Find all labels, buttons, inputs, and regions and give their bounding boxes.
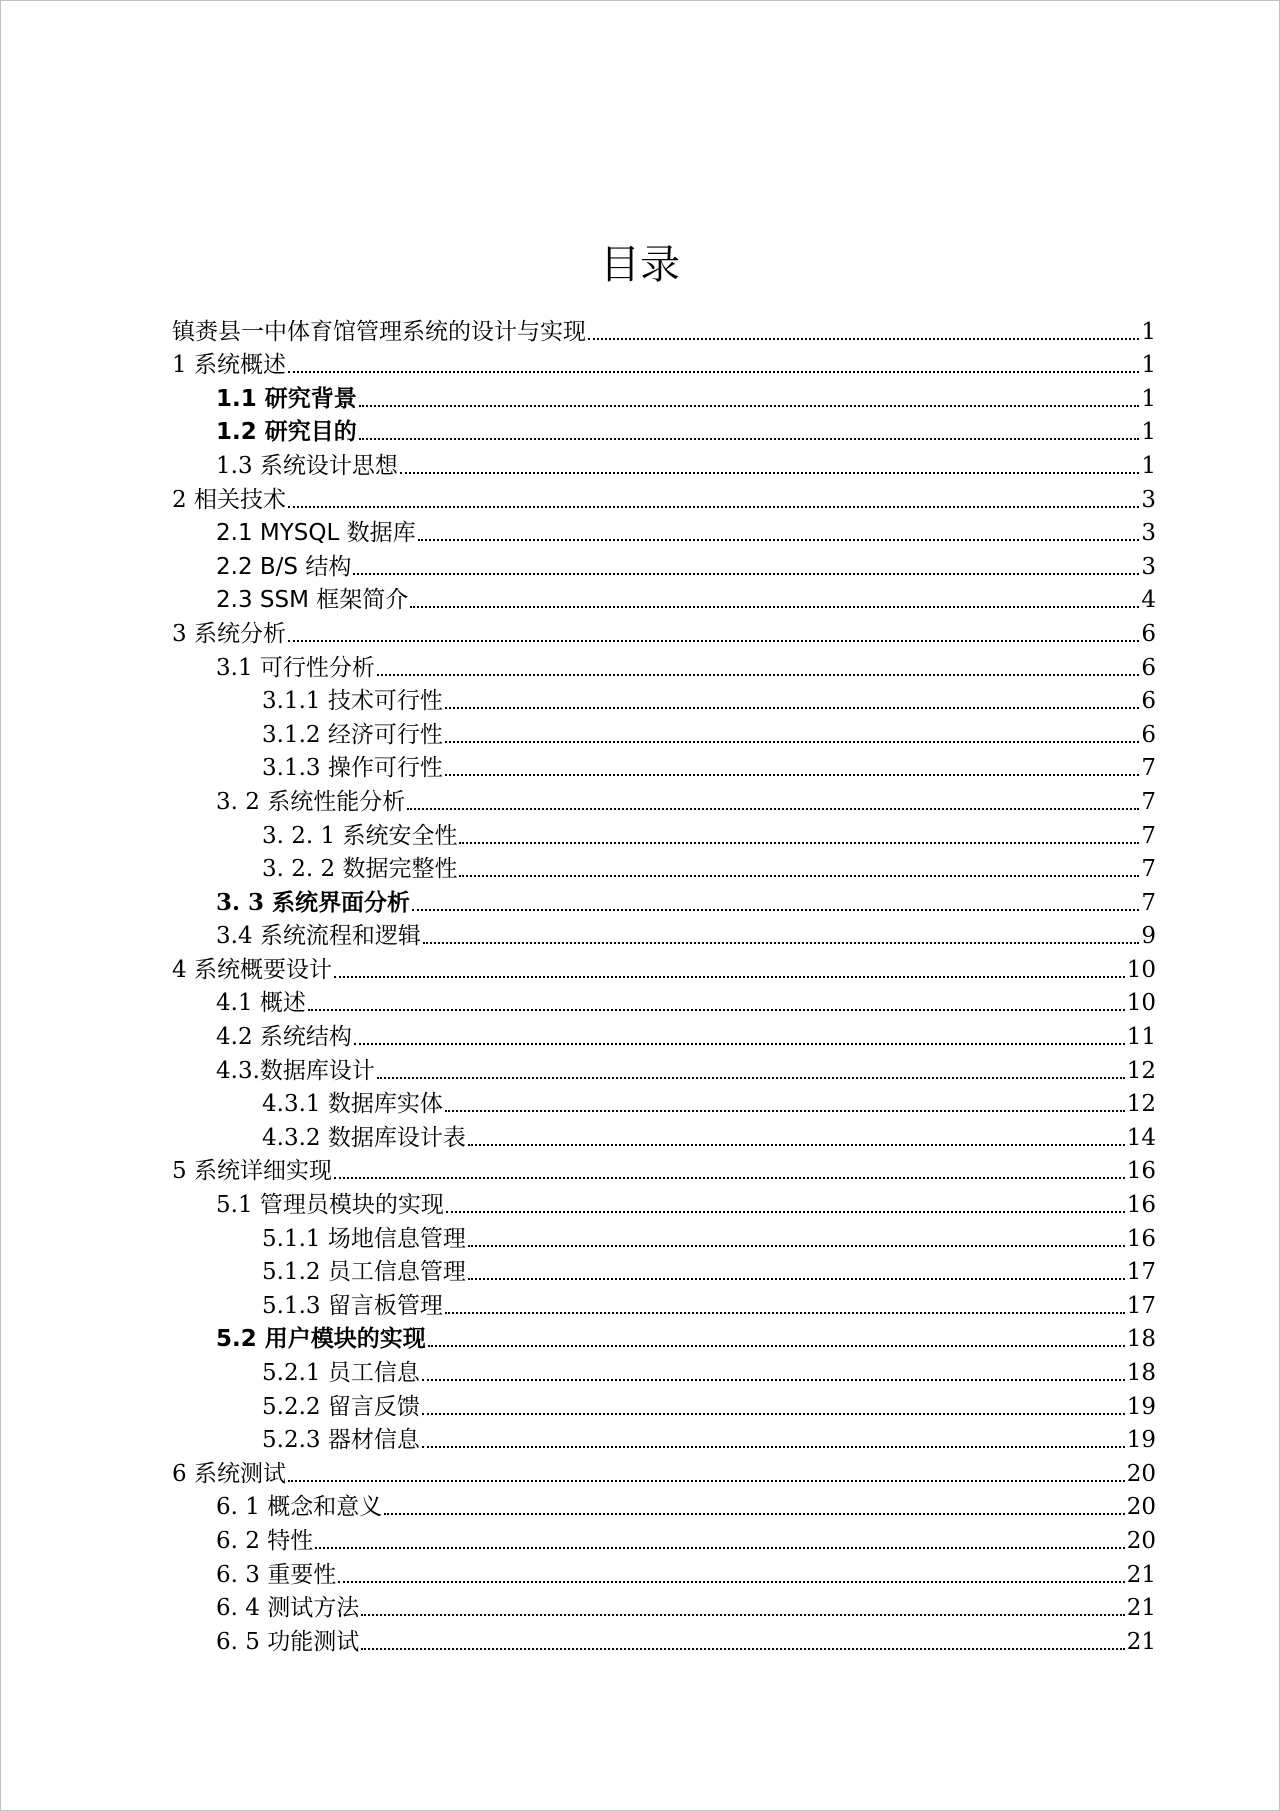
toc-entry-title: 5.2.2 留言反馈: [262, 1393, 420, 1420]
toc-entry[interactable]: [172, 851, 1156, 885]
dot-leader: [334, 976, 1125, 978]
toc-entry-page-number: 17: [1126, 1259, 1156, 1286]
toc-entry[interactable]: [172, 1422, 1156, 1456]
dot-leader: [418, 539, 1140, 541]
toc-entry-page-number: 1: [1141, 385, 1156, 412]
toc-entry-title: 6. 4 测试方法: [216, 1595, 360, 1622]
toc-entry-page-number: 3: [1141, 520, 1156, 547]
toc-entry-title: 4.3.1 数据库实体: [262, 1091, 443, 1118]
toc-entry-title: 4.3.2 数据库设计表: [262, 1124, 466, 1151]
toc-entry-page-number: 7: [1141, 856, 1156, 883]
toc-entry[interactable]: [172, 1018, 1156, 1052]
toc-entry[interactable]: [172, 716, 1156, 750]
dot-leader: [338, 1581, 1125, 1583]
toc-entry-title: 4.1 概述: [216, 990, 306, 1017]
toc-entry[interactable]: [172, 1186, 1156, 1220]
toc-entry-page-number: 18: [1126, 1326, 1156, 1353]
dot-leader: [412, 909, 1139, 911]
toc-entry-title: 3. 3 系统界面分析: [216, 888, 411, 916]
toc-entry-title: 2 相关技术: [172, 486, 286, 513]
toc-entry-title: 5.1 管理员模块的实现: [216, 1192, 444, 1219]
dot-leader: [468, 1144, 1125, 1146]
dot-leader: [445, 774, 1140, 776]
dot-leader: [445, 1312, 1125, 1314]
toc-entry[interactable]: [172, 1489, 1156, 1523]
toc-entry[interactable]: [172, 515, 1156, 549]
toc-entry[interactable]: [172, 750, 1156, 784]
toc-entry-page-number: 14: [1126, 1124, 1156, 1151]
toc-entry-title: 2.3 SSM 框架简介: [216, 587, 409, 614]
toc-entry-page-number: 12: [1126, 1091, 1156, 1118]
toc-entry-page-number: 16: [1126, 1192, 1156, 1219]
toc-entry-page-number: 11: [1126, 1024, 1156, 1051]
toc-entry-title: 3. 2. 2 数据完整性: [262, 856, 458, 883]
toc-entry-title: 6. 2 特性: [216, 1527, 314, 1554]
dot-leader: [308, 1009, 1125, 1011]
toc-entry-title: 镇赉县一中体育馆管理系统的设计与实现: [172, 318, 586, 345]
toc-entry[interactable]: [172, 1321, 1156, 1355]
toc-entry[interactable]: [172, 481, 1156, 515]
toc-entry[interactable]: [172, 380, 1156, 414]
dot-leader: [377, 674, 1139, 676]
dot-leader: [468, 1245, 1125, 1247]
dot-leader: [359, 438, 1140, 440]
toc-entry[interactable]: [172, 582, 1156, 616]
toc-entry-page-number: 1: [1141, 352, 1156, 379]
dot-leader: [377, 1077, 1125, 1079]
toc-entry[interactable]: [172, 1119, 1156, 1153]
toc-entry-page-number: 4: [1141, 587, 1156, 614]
toc-entry-title: 4.2 系统结构: [216, 1024, 352, 1051]
toc-entry[interactable]: [172, 985, 1156, 1019]
toc-entry-page-number: 1: [1141, 318, 1156, 345]
dot-leader: [422, 1446, 1125, 1448]
toc-entry[interactable]: [172, 347, 1156, 381]
toc-entry-title: 3 系统分析: [172, 620, 286, 647]
dot-leader: [334, 1177, 1125, 1179]
dot-leader: [422, 1413, 1125, 1415]
toc-entry-title: 5.2 用户模块的实现: [216, 1326, 426, 1353]
toc-entry[interactable]: [172, 1556, 1156, 1590]
toc-entry-page-number: 16: [1126, 1158, 1156, 1185]
toc-entry-title: 6. 1 概念和意义: [216, 1494, 383, 1521]
dot-leader: [445, 1110, 1125, 1112]
toc-entry-title: 5.2.1 员工信息: [262, 1360, 420, 1386]
toc-entry-page-number: 21: [1126, 1628, 1156, 1655]
toc-entry-title: 1.2 研究目的: [216, 419, 357, 446]
toc-entry[interactable]: [172, 548, 1156, 582]
toc-entry-title: 3.1.1 技术可行性: [262, 688, 443, 715]
dot-leader: [288, 640, 1139, 642]
toc-entry[interactable]: [172, 1086, 1156, 1120]
toc-entry[interactable]: [172, 1388, 1156, 1422]
dot-leader: [445, 741, 1140, 743]
toc-entry[interactable]: [172, 918, 1156, 952]
toc-entry[interactable]: [172, 447, 1156, 481]
toc-entry-page-number: 7: [1141, 889, 1156, 916]
toc-entry[interactable]: [172, 817, 1156, 851]
toc-entry-page-number: 12: [1126, 1057, 1156, 1084]
toc-entry-title: 6. 5 功能测试: [216, 1628, 360, 1655]
toc-entry-page-number: 3: [1141, 553, 1156, 580]
toc-entry-page-number: 21: [1126, 1561, 1156, 1588]
dot-leader: [315, 1547, 1125, 1549]
toc-entry-title: 2.1 MYSQL 数据库: [216, 520, 416, 547]
toc-entry-title: 2.2 B/S 结构: [216, 553, 352, 580]
dot-leader: [354, 1043, 1125, 1045]
dot-leader: [288, 371, 1139, 373]
toc-entry-page-number: 21: [1126, 1595, 1156, 1622]
toc-entry[interactable]: [172, 1254, 1156, 1288]
toc-entry-page-number: 19: [1126, 1427, 1156, 1454]
dot-leader: [359, 405, 1140, 407]
toc-entry-title: 3.1 可行性分析: [216, 654, 375, 681]
dot-leader: [428, 1345, 1125, 1347]
toc-entry-page-number: 10: [1126, 990, 1156, 1017]
toc-entry-page-number: 9: [1141, 923, 1156, 950]
dot-leader: [361, 1648, 1125, 1650]
toc-entry[interactable]: [172, 884, 1156, 918]
dot-leader: [288, 1480, 1125, 1482]
toc-entry-title: 3. 2 系统性能分析: [216, 788, 406, 815]
toc-entry[interactable]: [172, 1287, 1156, 1321]
dot-leader: [407, 808, 1139, 810]
toc-entry-title: 6. 3 重要性: [216, 1561, 337, 1588]
dot-leader: [400, 472, 1139, 474]
toc-entry-title: 3.1.2 经济可行性: [262, 721, 443, 748]
toc-entry-title: 3.1.3 操作可行性: [262, 755, 443, 782]
toc-entry[interactable]: [172, 1153, 1156, 1187]
toc-entry[interactable]: [172, 951, 1156, 985]
toc-entry-title: 4.3.数据库设计: [216, 1057, 375, 1084]
toc-entry-title: 4 系统概要设计: [172, 956, 332, 983]
toc-entry-page-number: 7: [1141, 822, 1156, 849]
dot-leader: [588, 338, 1139, 340]
dot-leader: [459, 875, 1139, 877]
dot-leader: [445, 707, 1140, 709]
toc-entry-page-number: 18: [1126, 1360, 1156, 1386]
toc-entry-title: 1 系统概述: [172, 352, 286, 379]
toc-entry-page-number: 20: [1126, 1460, 1156, 1487]
toc-entry[interactable]: [172, 1623, 1156, 1657]
toc-entry-page-number: 10: [1126, 956, 1156, 983]
toc-entry[interactable]: [172, 683, 1156, 717]
toc-entry-title: 5.1.2 员工信息管理: [262, 1259, 466, 1286]
toc-entry-page-number: 20: [1126, 1494, 1156, 1521]
toc-entry-title: 5.1.3 留言板管理: [262, 1292, 443, 1319]
toc-entry-title: 5.1.1 场地信息管理: [262, 1225, 466, 1252]
toc-entry[interactable]: [172, 1522, 1156, 1556]
toc-entry-title: 3.4 系统流程和逻辑: [216, 923, 421, 950]
toc-entry-title: 1.1 研究背景: [216, 385, 357, 412]
toc-entry-page-number: 20: [1126, 1527, 1156, 1554]
toc-entry[interactable]: [172, 414, 1156, 448]
dot-leader: [459, 842, 1139, 844]
toc-entry-page-number: 6: [1141, 620, 1156, 647]
toc-entry[interactable]: [172, 783, 1156, 817]
toc-entry-page-number: 6: [1141, 654, 1156, 681]
dot-leader: [468, 1278, 1125, 1280]
dot-leader: [288, 506, 1139, 508]
toc-entry-page-number: 17: [1126, 1292, 1156, 1319]
toc-entry-page-number: 7: [1141, 755, 1156, 782]
dot-leader: [353, 573, 1139, 575]
dot-leader: [361, 1614, 1125, 1616]
toc-entry[interactable]: [172, 1354, 1156, 1388]
toc-entry[interactable]: [172, 1455, 1156, 1489]
toc-entry-title: 1.3 系统设计思想: [216, 452, 398, 479]
dot-leader: [446, 1211, 1125, 1213]
dot-leader: [384, 1513, 1125, 1515]
toc-entry-page-number: 7: [1141, 788, 1156, 815]
toc-entry[interactable]: [172, 1052, 1156, 1086]
toc-entry[interactable]: [172, 1590, 1156, 1624]
toc-entry[interactable]: [172, 649, 1156, 683]
toc-entry-page-number: 6: [1141, 688, 1156, 715]
dot-leader: [423, 942, 1139, 944]
toc-entry-page-number: 1: [1141, 419, 1156, 446]
toc-entry[interactable]: [172, 1220, 1156, 1254]
toc-entry[interactable]: [172, 313, 1156, 347]
toc-entry-page-number: 1: [1141, 452, 1156, 479]
toc-entry-page-number: 16: [1126, 1225, 1156, 1252]
toc-entry-page-number: 6: [1141, 721, 1156, 748]
toc-entry-title: 5 系统详细实现: [172, 1158, 332, 1185]
toc-entry-page-number: 19: [1126, 1393, 1156, 1420]
table-of-contents: [172, 313, 1156, 1657]
toc-entry-title: 3. 2. 1 系统安全性: [262, 822, 458, 849]
toc-entry-title: 6 系统测试: [172, 1460, 286, 1487]
toc-entry[interactable]: [172, 615, 1156, 649]
toc-entry-page-number: 3: [1141, 486, 1156, 513]
page-title: 目录: [600, 242, 680, 288]
dot-leader: [410, 606, 1139, 608]
toc-entry-title: 5.2.3 器材信息: [262, 1427, 420, 1454]
dot-leader: [422, 1379, 1125, 1381]
